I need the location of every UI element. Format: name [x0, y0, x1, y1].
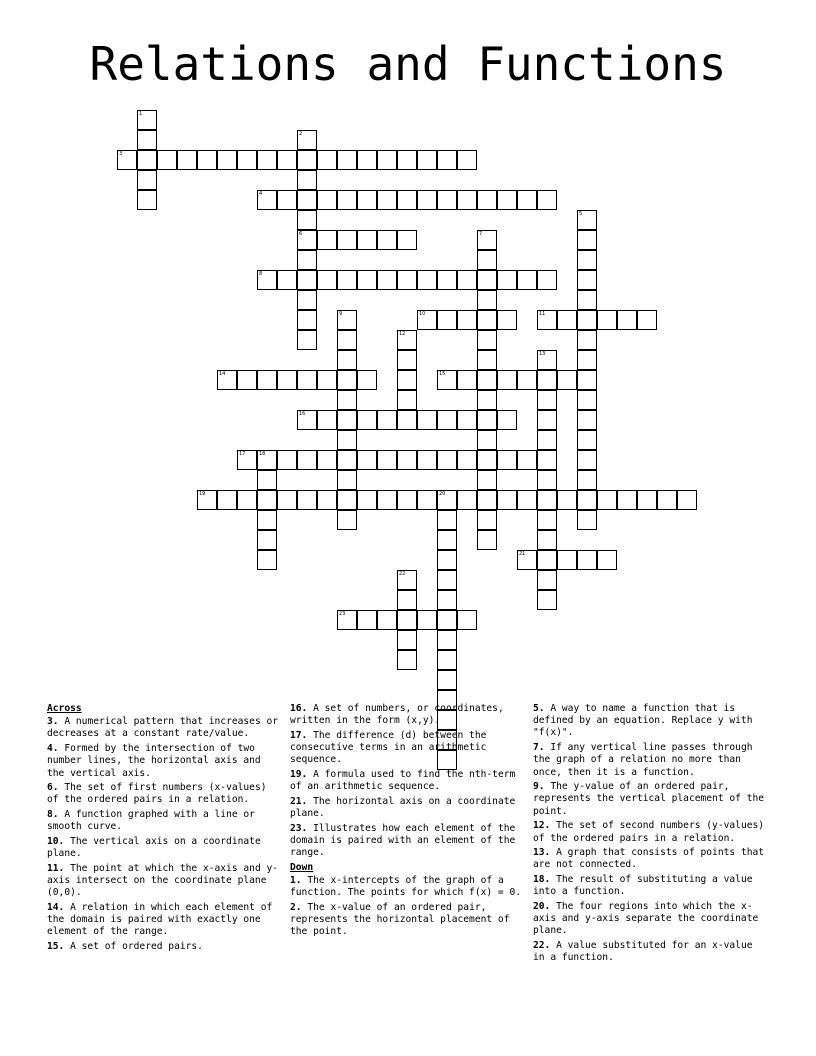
- grid-cell[interactable]: [577, 230, 597, 250]
- grid-cell[interactable]: [577, 450, 597, 470]
- grid-cell[interactable]: [477, 450, 497, 470]
- grid-cell[interactable]: [397, 450, 417, 470]
- grid-cell[interactable]: [437, 610, 457, 630]
- cell-number: 23: [339, 611, 346, 617]
- grid-cell[interactable]: [397, 350, 417, 370]
- grid-cell[interactable]: [357, 450, 377, 470]
- grid-cell[interactable]: [277, 270, 297, 290]
- grid-cell[interactable]: [317, 450, 337, 470]
- grid-cell[interactable]: [477, 430, 497, 450]
- grid-cell[interactable]: [337, 230, 357, 250]
- grid-cell[interactable]: [297, 230, 317, 250]
- grid-cell[interactable]: [297, 130, 317, 150]
- cell-number: 10: [419, 311, 426, 317]
- grid-cell[interactable]: [277, 450, 297, 470]
- cell-number: 3: [119, 151, 123, 157]
- grid-cell[interactable]: [377, 270, 397, 290]
- clue-down-7: 7. If any vertical line passes through the graph of a relation no more than once, then it is a function.: [533, 742, 753, 778]
- grid-cell[interactable]: [397, 410, 417, 430]
- grid-cell[interactable]: [537, 530, 557, 550]
- grid-cell[interactable]: [337, 430, 357, 450]
- grid-cell[interactable]: [397, 190, 417, 210]
- clue-down-9: 9. The y-value of an ordered pair, represents the vertical placement of the point.: [533, 781, 765, 817]
- grid-cell[interactable]: [457, 310, 477, 330]
- grid-cell[interactable]: [517, 190, 537, 210]
- grid-cell[interactable]: [217, 490, 237, 510]
- clue-down-12: 12. The set of second numbers (y-values) of the ordered pairs in a relation.: [533, 820, 765, 844]
- grid-cell[interactable]: [277, 370, 297, 390]
- grid-cell[interactable]: [477, 310, 497, 330]
- cell-number: 14: [219, 371, 226, 377]
- grid-cell[interactable]: [357, 410, 377, 430]
- cell-number: 22: [399, 571, 406, 577]
- grid-cell[interactable]: [257, 510, 277, 530]
- clue-across-15: 15. A set of ordered pairs.: [47, 941, 203, 953]
- grid-cell[interactable]: [577, 430, 597, 450]
- grid-cell[interactable]: [597, 310, 617, 330]
- cell-number: 11: [539, 311, 546, 317]
- grid-cell[interactable]: [537, 590, 557, 610]
- grid-cell[interactable]: [437, 550, 457, 570]
- grid-cell[interactable]: [397, 150, 417, 170]
- grid-cell[interactable]: [357, 610, 377, 630]
- grid-cell[interactable]: [337, 310, 357, 330]
- grid-cell[interactable]: [497, 450, 517, 470]
- clue-across-23: 23. Illustrates how each element of the domain is paired with an element of the range.: [290, 822, 516, 859]
- grid-cell[interactable]: [477, 470, 497, 490]
- grid-cell[interactable]: [597, 490, 617, 510]
- cell-number: 18: [259, 451, 266, 457]
- cell-number: 4: [259, 191, 263, 197]
- cell-number: 8: [259, 271, 263, 277]
- grid-cell[interactable]: [537, 350, 557, 370]
- clue-across-4: 4. Formed by the intersection of two number lines, the horizontal axis and the vertical axis.: [47, 743, 261, 779]
- grid-cell[interactable]: [377, 450, 397, 470]
- cell-number: 12: [399, 331, 406, 337]
- grid-cell[interactable]: [397, 370, 417, 390]
- cell-number: 21: [519, 551, 526, 557]
- grid-cell[interactable]: [517, 370, 537, 390]
- grid-cell[interactable]: [397, 490, 417, 510]
- grid-cell[interactable]: [437, 190, 457, 210]
- grid-cell[interactable]: [297, 490, 317, 510]
- grid-cell[interactable]: [297, 190, 317, 210]
- grid-cell[interactable]: [537, 430, 557, 450]
- grid-cell[interactable]: [357, 230, 377, 250]
- grid-cell[interactable]: [337, 410, 357, 430]
- cell-number: 20: [439, 491, 446, 497]
- grid-cell[interactable]: [257, 450, 277, 470]
- grid-cell[interactable]: [437, 370, 457, 390]
- cell-number: 9: [339, 311, 343, 317]
- grid-cell[interactable]: [457, 270, 477, 290]
- grid-cell[interactable]: [537, 470, 557, 490]
- grid-cell[interactable]: [257, 550, 277, 570]
- grid-cell[interactable]: [277, 150, 297, 170]
- grid-cell[interactable]: [437, 490, 457, 510]
- grid-cell[interactable]: [437, 590, 457, 610]
- grid-cell[interactable]: [457, 370, 477, 390]
- grid-cell[interactable]: [317, 190, 337, 210]
- grid-cell[interactable]: [317, 490, 337, 510]
- clue-across-11: 11. The point at which the x-axis and y-axis intersect on the coordinate plane (0,0).: [47, 862, 279, 899]
- grid-cell[interactable]: [537, 550, 557, 570]
- grid-cell[interactable]: [457, 490, 477, 510]
- grid-cell[interactable]: [577, 370, 597, 390]
- grid-cell[interactable]: [257, 530, 277, 550]
- grid-cell[interactable]: [517, 490, 537, 510]
- cell-number: 7: [479, 231, 483, 237]
- grid-cell[interactable]: [517, 550, 537, 570]
- grid-cell[interactable]: [357, 490, 377, 510]
- clue-down-2: 2. The x-value of an ordered pair, represents the horizontal placement of the point.: [290, 902, 510, 938]
- grid-cell[interactable]: [537, 570, 557, 590]
- grid-cell[interactable]: [397, 650, 417, 670]
- grid-cell[interactable]: [337, 470, 357, 490]
- grid-cell[interactable]: [577, 310, 597, 330]
- grid-cell[interactable]: [637, 310, 657, 330]
- grid-cell[interactable]: [417, 150, 437, 170]
- grid-cell[interactable]: [477, 230, 497, 250]
- grid-cell[interactable]: [577, 250, 597, 270]
- grid-cell[interactable]: [437, 570, 457, 590]
- grid-cell[interactable]: [477, 530, 497, 550]
- grid-cell[interactable]: [297, 170, 317, 190]
- grid-cell[interactable]: [297, 310, 317, 330]
- grid-cell[interactable]: [377, 190, 397, 210]
- grid-cell[interactable]: [657, 490, 677, 510]
- grid-cell[interactable]: [557, 370, 577, 390]
- grid-cell[interactable]: [457, 150, 477, 170]
- grid-cell[interactable]: [537, 450, 557, 470]
- grid-cell[interactable]: [297, 150, 317, 170]
- grid-cell[interactable]: [377, 230, 397, 250]
- grid-cell[interactable]: [257, 490, 277, 510]
- grid-cell[interactable]: [137, 110, 157, 130]
- clue-across-17: 17. The difference (d) between the consecutive terms in an arithmetic sequence.: [290, 729, 487, 766]
- grid-cell[interactable]: [337, 370, 357, 390]
- clue-across-21: 21. The horizontal axis on a coordinate plane.: [290, 795, 516, 820]
- grid-cell[interactable]: [297, 330, 317, 350]
- grid-cell[interactable]: [317, 270, 337, 290]
- clue-down-20: 20. The four regions into which the x-axis and y-axis separate the coordinate plane.: [533, 901, 759, 937]
- grid-cell[interactable]: [577, 550, 597, 570]
- grid-cell[interactable]: [377, 150, 397, 170]
- grid-cell[interactable]: [437, 530, 457, 550]
- grid-cell[interactable]: [357, 150, 377, 170]
- grid-cell[interactable]: [417, 450, 437, 470]
- clue-down-13: 13. A graph that consists of points that are not connected.: [533, 847, 765, 871]
- grid-cell[interactable]: [497, 490, 517, 510]
- grid-cell[interactable]: [237, 150, 257, 170]
- clue-down-18: 18. The result of substituting a value into a function.: [533, 874, 753, 898]
- grid-cell[interactable]: [557, 490, 577, 510]
- grid-cell[interactable]: [597, 550, 617, 570]
- grid-cell[interactable]: [217, 150, 237, 170]
- grid-cell[interactable]: [537, 490, 557, 510]
- grid-cell[interactable]: [537, 370, 557, 390]
- grid-cell[interactable]: [477, 410, 497, 430]
- grid-cell[interactable]: [337, 450, 357, 470]
- grid-cell[interactable]: [217, 370, 237, 390]
- grid-cell[interactable]: [197, 490, 217, 510]
- grid-cell[interactable]: [477, 270, 497, 290]
- clue-across-16: 16. A set of numbers, or coordinates, written in the form (x,y).: [290, 703, 504, 727]
- cell-number: 15: [439, 371, 446, 377]
- grid-cell[interactable]: [337, 350, 357, 370]
- grid-cell[interactable]: [477, 290, 497, 310]
- grid-cell[interactable]: [617, 310, 637, 330]
- grid-cell[interactable]: [177, 150, 197, 170]
- grid-cell[interactable]: [437, 410, 457, 430]
- grid-cell[interactable]: [297, 450, 317, 470]
- grid-cell[interactable]: [577, 210, 597, 230]
- grid-cell[interactable]: [397, 270, 417, 290]
- grid-cell[interactable]: [437, 670, 457, 690]
- grid-cell[interactable]: [577, 410, 597, 430]
- clue-across-14: 14. A relation in which each element of the domain is paired with exactly one element of the range.: [47, 902, 273, 938]
- grid-cell[interactable]: [477, 390, 497, 410]
- grid-cell[interactable]: [257, 470, 277, 490]
- grid-cell[interactable]: [277, 490, 297, 510]
- grid-cell[interactable]: [397, 590, 417, 610]
- grid-cell[interactable]: [497, 410, 517, 430]
- grid-cell[interactable]: [397, 630, 417, 650]
- grid-cell[interactable]: [577, 290, 597, 310]
- clues-column-3: [533, 703, 765, 967]
- grid-cell[interactable]: [557, 550, 577, 570]
- grid-cell[interactable]: [317, 410, 337, 430]
- grid-cell[interactable]: [137, 150, 157, 170]
- grid-cell[interactable]: [477, 250, 497, 270]
- grid-cell[interactable]: [577, 330, 597, 350]
- grid-cell[interactable]: [577, 350, 597, 370]
- grid-cell[interactable]: [317, 370, 337, 390]
- grid-cell[interactable]: [137, 130, 157, 150]
- grid-cell[interactable]: [437, 510, 457, 530]
- grid-cell[interactable]: [577, 390, 597, 410]
- grid-cell[interactable]: [457, 450, 477, 470]
- grid-cell[interactable]: [437, 630, 457, 650]
- grid-cell[interactable]: [577, 270, 597, 290]
- grid-cell[interactable]: [297, 270, 317, 290]
- grid-cell[interactable]: [477, 370, 497, 390]
- grid-cell[interactable]: [497, 310, 517, 330]
- grid-cell[interactable]: [397, 330, 417, 350]
- grid-cell[interactable]: [537, 270, 557, 290]
- grid-cell[interactable]: [257, 190, 277, 210]
- grid-cell[interactable]: [297, 290, 317, 310]
- grid-cell[interactable]: [517, 450, 537, 470]
- grid-cell[interactable]: [297, 250, 317, 270]
- grid-cell[interactable]: [457, 190, 477, 210]
- grid-cell[interactable]: [257, 270, 277, 290]
- grid-cell[interactable]: [337, 190, 357, 210]
- clues-column-1: [47, 703, 281, 956]
- grid-cell[interactable]: [577, 510, 597, 530]
- cell-number: 2: [299, 131, 303, 137]
- grid-cell[interactable]: [677, 490, 697, 510]
- grid-cell[interactable]: [357, 270, 377, 290]
- grid-cell[interactable]: [297, 210, 317, 230]
- grid-cell[interactable]: [237, 370, 257, 390]
- grid-cell[interactable]: [117, 150, 137, 170]
- grid-cell[interactable]: [357, 370, 377, 390]
- grid-cell[interactable]: [237, 490, 257, 510]
- grid-cell[interactable]: [337, 150, 357, 170]
- grid-cell[interactable]: [477, 190, 497, 210]
- clue-across-19: 19. A formula used to find the nth-term of an arithmetic sequence.: [290, 769, 516, 793]
- grid-cell[interactable]: [497, 370, 517, 390]
- grid-cell[interactable]: [197, 150, 217, 170]
- grid-cell[interactable]: [437, 150, 457, 170]
- clue-across-3: 3. A numerical pattern that increases or decreases at a constant rate/value.: [47, 716, 279, 740]
- grid-cell[interactable]: [537, 410, 557, 430]
- grid-cell[interactable]: [297, 410, 317, 430]
- clues-column-2: [290, 703, 524, 941]
- grid-cell[interactable]: [397, 230, 417, 250]
- clue-across-8: 8. A function graphed with a line or smooth curve.: [47, 809, 255, 833]
- grid-cell[interactable]: [417, 610, 437, 630]
- grid-cell[interactable]: [337, 390, 357, 410]
- grid-cell[interactable]: [437, 310, 457, 330]
- grid-cell[interactable]: [317, 150, 337, 170]
- grid-cell[interactable]: [537, 190, 557, 210]
- grid-cell[interactable]: [157, 150, 177, 170]
- down-heading: Down: [290, 861, 314, 873]
- grid-cell[interactable]: [297, 370, 317, 390]
- grid-cell[interactable]: [257, 370, 277, 390]
- cell-number: 5: [579, 211, 583, 217]
- grid-cell[interactable]: [337, 270, 357, 290]
- cell-number: 19: [199, 491, 206, 497]
- grid-cell[interactable]: [497, 190, 517, 210]
- grid-cell[interactable]: [137, 190, 157, 210]
- grid-cell[interactable]: [537, 510, 557, 530]
- grid-cell[interactable]: [557, 310, 577, 330]
- grid-cell[interactable]: [577, 490, 597, 510]
- grid-cell[interactable]: [537, 390, 557, 410]
- grid-cell[interactable]: [417, 270, 437, 290]
- grid-cell[interactable]: [497, 270, 517, 290]
- grid-cell[interactable]: [437, 450, 457, 470]
- grid-cell[interactable]: [337, 330, 357, 350]
- grid-cell[interactable]: [437, 650, 457, 670]
- grid-cell[interactable]: [397, 390, 417, 410]
- grid-cell[interactable]: [337, 490, 357, 510]
- grid-cell[interactable]: [477, 350, 497, 370]
- grid-cell[interactable]: [537, 310, 557, 330]
- cell-number: 13: [539, 351, 546, 357]
- clue-down-1: 1. The x-intercepts of the graph of a function. The points for which f(x) = 0.: [290, 875, 522, 899]
- grid-cell[interactable]: [377, 610, 397, 630]
- cell-number: 16: [299, 411, 306, 417]
- grid-cell[interactable]: [137, 170, 157, 190]
- grid-cell[interactable]: [397, 610, 417, 630]
- cell-number: 1: [139, 111, 143, 117]
- grid-cell[interactable]: [377, 410, 397, 430]
- grid-cell[interactable]: [477, 510, 497, 530]
- grid-cell[interactable]: [237, 450, 257, 470]
- grid-cell[interactable]: [417, 310, 437, 330]
- grid-cell[interactable]: [457, 410, 477, 430]
- grid-cell[interactable]: [377, 490, 397, 510]
- grid-cell[interactable]: [617, 490, 637, 510]
- clue-down-5: 5. A way to name a function that is defined by an equation. Replace y with "f(x)".: [533, 703, 753, 739]
- grid-cell[interactable]: [337, 610, 357, 630]
- clue-down-22: 22. A value substituted for an x-value in a function.: [533, 940, 753, 964]
- grid-cell[interactable]: [477, 330, 497, 350]
- across-heading: Across: [47, 703, 82, 714]
- cell-number: 6: [299, 231, 303, 237]
- grid-cell[interactable]: [417, 490, 437, 510]
- grid-cell[interactable]: [437, 270, 457, 290]
- grid-cell[interactable]: [457, 610, 477, 630]
- grid-cell[interactable]: [417, 190, 437, 210]
- grid-cell[interactable]: [577, 470, 597, 490]
- clue-across-6: 6. The set of first numbers (x-values) of the ordered pairs in a relation.: [47, 782, 267, 806]
- grid-cell[interactable]: [337, 510, 357, 530]
- grid-cell[interactable]: [637, 490, 657, 510]
- clue-across-10: 10. The vertical axis on a coordinate plane.: [47, 836, 261, 860]
- grid-cell[interactable]: [477, 490, 497, 510]
- grid-cell[interactable]: [277, 190, 297, 210]
- grid-cell[interactable]: [397, 570, 417, 590]
- grid-cell[interactable]: [417, 410, 437, 430]
- grid-cell[interactable]: [257, 150, 277, 170]
- cell-number: 17: [239, 451, 246, 457]
- grid-cell[interactable]: [357, 190, 377, 210]
- grid-cell[interactable]: [317, 230, 337, 250]
- puzzle-title: Relations and Functions: [89, 37, 727, 91]
- grid-cell[interactable]: [517, 270, 537, 290]
